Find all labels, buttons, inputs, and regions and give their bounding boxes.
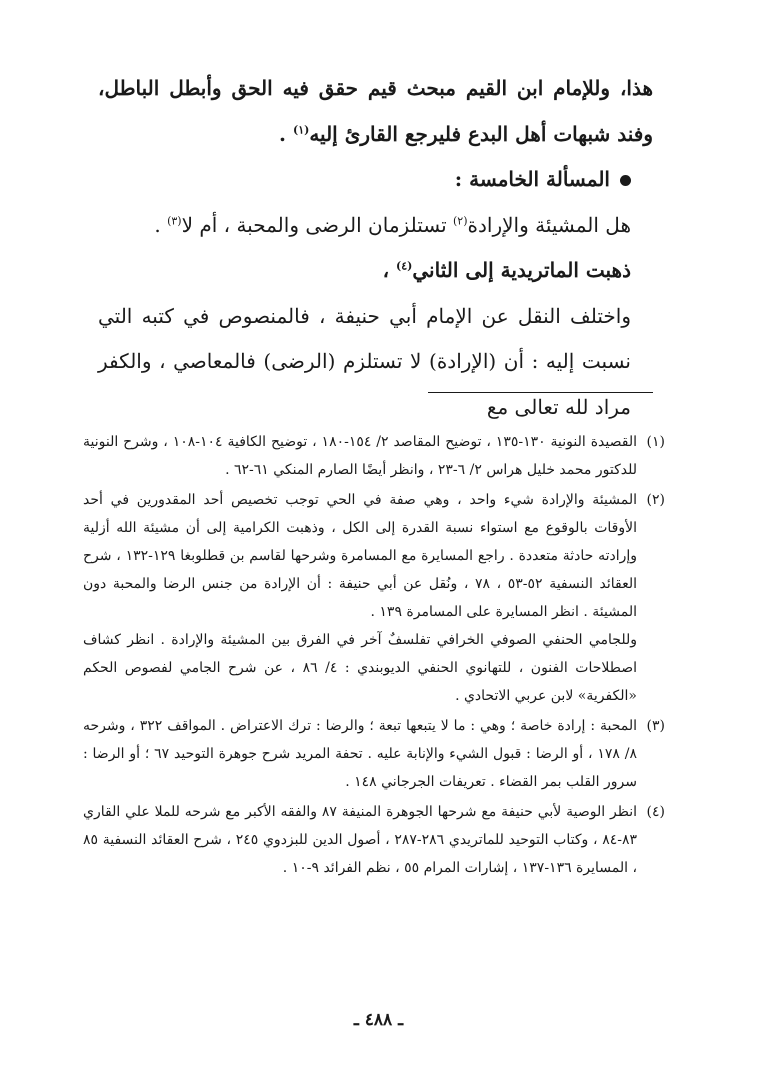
footnote-number: (٢)	[646, 492, 665, 508]
section-heading	[98, 157, 653, 203]
footnote-divider	[428, 392, 653, 393]
maturidi-line	[98, 248, 653, 294]
question-text-b: تستلزمان الرضى والمحبة ، أم لا	[181, 212, 453, 237]
footnote-ref-3: (٣)	[167, 213, 182, 227]
footnote-body	[83, 798, 637, 882]
footnote-ref-4: (٤)	[396, 259, 413, 273]
section-heading-text: المسألة الخامسة :	[454, 167, 610, 191]
footnote-body	[83, 486, 637, 710]
paragraph-ibn-qayyim	[98, 66, 653, 157]
footnote-number: (٤)	[646, 804, 665, 820]
footnote-text: وللجامي الحنفي الصوفي الخرافي تفلسفٌ آخر في الفرق بين المشيئة والإرادة . انظر كشاف اصطلاحات الفنون ، للتهانوي الحنفي الديوبندي : ٤/ ٨٦ ، عن شرح الجامي لفصوص الحكم «الكفرية» لابن عربي الاتحادي .	[83, 632, 637, 704]
footnote-number: (٣)	[646, 718, 665, 734]
main-text	[98, 66, 653, 430]
footnote-body	[83, 428, 637, 484]
paragraph-abu-hanifa: واختلف النقل عن الإمام أبي حنيفة ، فالمنصوص في كتبه التي نسبت إليه : أن (الإرادة) لا تستلزم (الرضى) فالمعاصي ، والكفر مراد لله تعالى مع	[98, 303, 631, 419]
footnote-3	[83, 712, 665, 796]
footnote-ref-1: (١)	[292, 122, 310, 136]
footnote-text: المشيئة والإرادة شيء واحد ، وهي صفة في الحي توجب تخصيص أحد المقدورين في أحد الأوقات بالوقوع مع استواء نسبة القدرة إلى الكل ، وذهبت الكرامية إلى أن مشيئة الله أزلية وإرادته حادثة متعددة . راجع المسايرة مع المسامرة وشرحها لقاسم بن قطلوبغا ١٢٩-١٣٢ ، شرح العقائد النسفية ٥٢-٥٣ ، ٧٨ ، ونُقل عن أبي حنيفة : أن الإرادة من جنس الرضا والمحبة دون المشيئة . انظر المسايرة على المسامرة ١٣٩ .	[83, 492, 637, 620]
footnote-text: القصيدة النونية ١٣٠-١٣٥ ، توضيح المقاصد ٢/ ١٥٤-١٨٠ ، توضيح الكافية ١٠٤-١٠٨ ، وشرح النونية للدكتور محمد خليل هراس ٢/ ٦-٢٣ ، وانظر أيضًا الصارم المنكي ٦١-٦٢ .	[83, 434, 637, 478]
question-end: .	[154, 212, 168, 237]
bullet-icon	[620, 175, 631, 186]
footnote-body	[83, 712, 637, 796]
footnote-4	[83, 798, 665, 882]
maturidi-text: ذهبت الماتريدية إلى الثاني	[412, 258, 631, 282]
question-line	[98, 203, 653, 249]
page-number: ـ ٤٨٨ ـ	[353, 1010, 404, 1030]
question-text-a: هل المشيئة والإرادة	[467, 212, 631, 237]
footnotes	[83, 428, 665, 884]
footnote-text: انظر الوصية لأبي حنيفة مع شرحها الجوهرة المنيفة ٨٧ والفقه الأكبر مع شرحه للملا علي القاري ٨٣-٨٤ ، وكتاب التوحيد للماتريدي ٢٨٦-٢٨٧ ، أصول الدين للبزدوي ٢٤٥ ، شرح العقائد النسفية ٨٥ ، المسايرة ١٣٦-١٣٧ ، إشارات المرام ٥٥ ، نظم الفرائد ٩-١٠ .	[83, 804, 638, 876]
footnote-text: المحبة : إرادة خاصة ؛ وهي : ما لا يتبعها تبعة ؛ والرضا : ترك الاعتراض . المواقف ٣٢٢ ، وشرحه ٨/ ١٧٨ ، أو الرضا : قبول الشيء والإنابة عليه . تحفة المريد شرح جوهرة التوحيد ٦٧ ؛ أو الرضا : سرور القلب بمر القضاء . تعريفات الجرجاني ١٤٨ .	[83, 718, 637, 790]
maturidi-end: ،	[382, 258, 397, 282]
footnote-ref-2: (٢)	[453, 213, 468, 227]
paragraph-ibn-qayyim-text: هذا، وللإمام ابن القيم مبحث قيم حقق فيه الحق وأبطل الباطل، وفند شبهات أهل البدع فليرجع القارئ إليه	[98, 76, 653, 146]
footnote-2	[83, 486, 665, 710]
footnote-1	[83, 428, 665, 484]
footnote-number: (١)	[646, 434, 665, 450]
paragraph-ibn-qayyim-end: .	[279, 121, 293, 146]
